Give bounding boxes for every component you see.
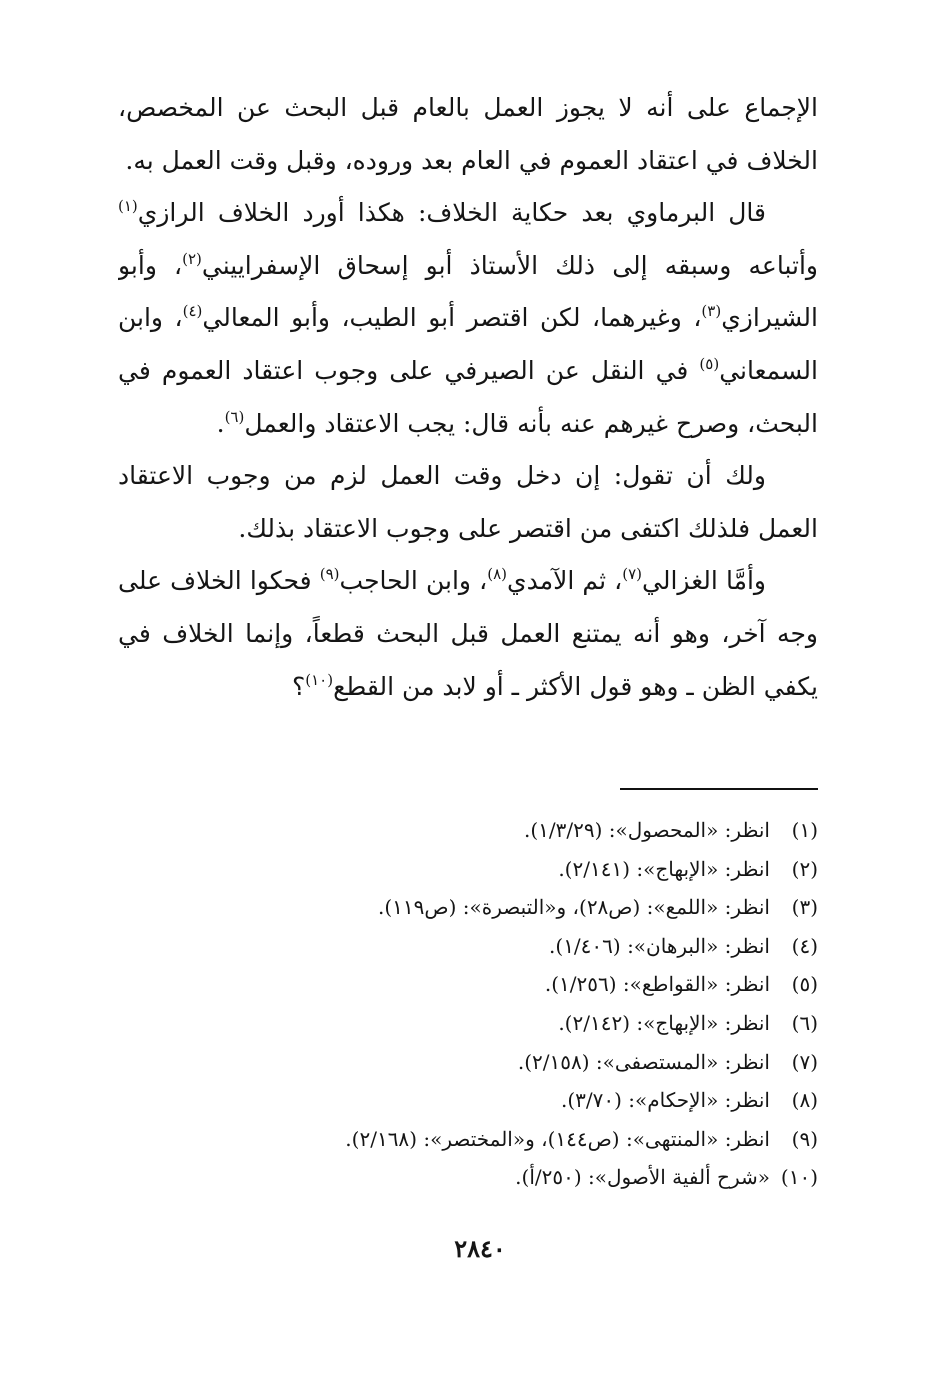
footnote (200, 850, 818, 889)
footnotes (200, 811, 818, 1197)
text-line (118, 398, 818, 451)
footnote-number: (١) (791, 818, 818, 842)
footnote-ref: (٧) (622, 565, 643, 584)
footnote-number: (١٠) (780, 1165, 818, 1190)
text-segment: ، وغيرهما، لكن اقتصر أبو الطيب، وأبو المعالي (202, 303, 702, 333)
footnote-ref: (٦) (224, 407, 245, 426)
text-segment: وأمَّا الغزالي (642, 566, 767, 596)
footnote-number: (٧) (791, 1049, 818, 1074)
footnote-number: (٦) (791, 1010, 818, 1035)
footnote-text: انظر: «المحصول»: (١/٣/٢٩). (524, 818, 770, 842)
footnote-ref: (٢) (182, 249, 202, 268)
footnote-number: (٢) (791, 856, 818, 881)
text-segment: ، ثم الآمدي (507, 566, 623, 596)
text-line: الخلاف في اعتقاد العموم في العام بعد وروده، وقبل وقت العمل به. (125, 145, 818, 175)
main-text (118, 82, 818, 713)
footnote-number: (٩) (791, 1126, 818, 1151)
text-segment: فحكوا الخلاف على (118, 566, 312, 596)
text-line (118, 292, 818, 345)
text-line: وجه آخر، وهو أنه يمتنع العمل قبل البحث قطعاً، وإنما الخلاف في (118, 618, 818, 648)
text-line (118, 661, 818, 714)
text-segment: وأتباعه وسبقه إلى ذلك الأستاذ أبو إسحاق الإسفراييني (201, 250, 818, 280)
footnote-text: انظر: «الإبهاج»: (٢/١٤١). (558, 856, 770, 881)
text-line: الإجماع على أنه لا يجوز العمل بالعام قبل البحث عن المخصص، (118, 93, 818, 122)
footnote-separator (620, 788, 818, 790)
footnote (200, 1081, 818, 1120)
footnote-text: انظر: «الإحكام»: (٣/٧٠). (560, 1088, 770, 1113)
footnote-text: انظر: «الإبهاج»: (٢/١٤٢). (558, 1010, 770, 1035)
footnote-ref: (٩) (319, 565, 340, 584)
footnote-text: انظر: «القواطع»: (١/٢٥٦). (544, 972, 770, 997)
text-line (118, 187, 818, 240)
text-line: ولك أن تقول: إن دخل وقت العمل لزم من وجوب الاعتقاد (118, 461, 766, 491)
text-line (118, 240, 818, 293)
footnote (200, 1120, 818, 1159)
text-segment: يكفي الظن ـ وهو قول الأكثر ـ أو لابد من القطع (333, 671, 818, 701)
footnote-number: (٣) (791, 895, 818, 920)
footnote (200, 965, 818, 1004)
footnote-text: انظر: «المنتهى»: (ص١٤٤)، و«المختصر»: (٢/١٦٨). (345, 1126, 770, 1151)
text-segment: الشيرازي (721, 303, 818, 333)
footnote-ref: (٥) (699, 354, 720, 373)
footnote (200, 888, 818, 927)
footnote-ref: (١٠) (305, 670, 334, 689)
footnote-text: «شرح ألفية الأصول»: (٢٥٠/أ). (515, 1165, 770, 1190)
footnote-ref: (٨) (487, 565, 507, 584)
text-segment: السمعاني (719, 355, 818, 385)
footnote (200, 1043, 818, 1082)
footnote (200, 927, 818, 966)
text-segment: ؟ (291, 671, 306, 701)
footnote-text: انظر: «المستصفى»: (٢/١٥٨). (517, 1049, 770, 1074)
footnote-text: انظر: «البرهان»: (١/٤٠٦). (549, 933, 770, 958)
text-segment: في النقل عن الصيرفي على وجوب اعتقاد العموم في (118, 355, 689, 385)
footnote (200, 811, 818, 850)
text-line: العمل فلذلك اكتفى من اقتصر على وجوب الاعتقاد بذلك. (238, 513, 818, 543)
text-segment: ، وابن الحاجب (339, 566, 488, 596)
footnote (200, 1004, 818, 1043)
footnote-ref: (١) (118, 197, 138, 216)
text-segment: البحث، وصرح غيرهم عنه بأنه قال: يجب الاعتقاد والعمل (244, 408, 818, 438)
footnote (200, 1158, 818, 1197)
text-line (118, 555, 818, 608)
text-line (118, 345, 818, 398)
text-segment: ، وابن (118, 303, 183, 333)
footnote-ref: (٣) (701, 302, 722, 321)
text-segment: ، وأبو (118, 250, 183, 280)
footnote-text: انظر: «اللمع»: (ص٢٨)، و«التبصرة»: (ص١١٩). (378, 895, 770, 920)
footnote-number: (٥) (791, 972, 818, 997)
page-number: ٢٨٤٠ (454, 1234, 506, 1263)
text-segment: . (216, 408, 225, 438)
footnote-ref: (٤) (182, 302, 203, 321)
footnote-number: (٨) (791, 1088, 818, 1113)
text-segment: قال البرماوي بعد حكاية الخلاف: هكذا أورد الخلاف الرازي (137, 198, 766, 228)
footnote-number: (٤) (791, 933, 818, 958)
